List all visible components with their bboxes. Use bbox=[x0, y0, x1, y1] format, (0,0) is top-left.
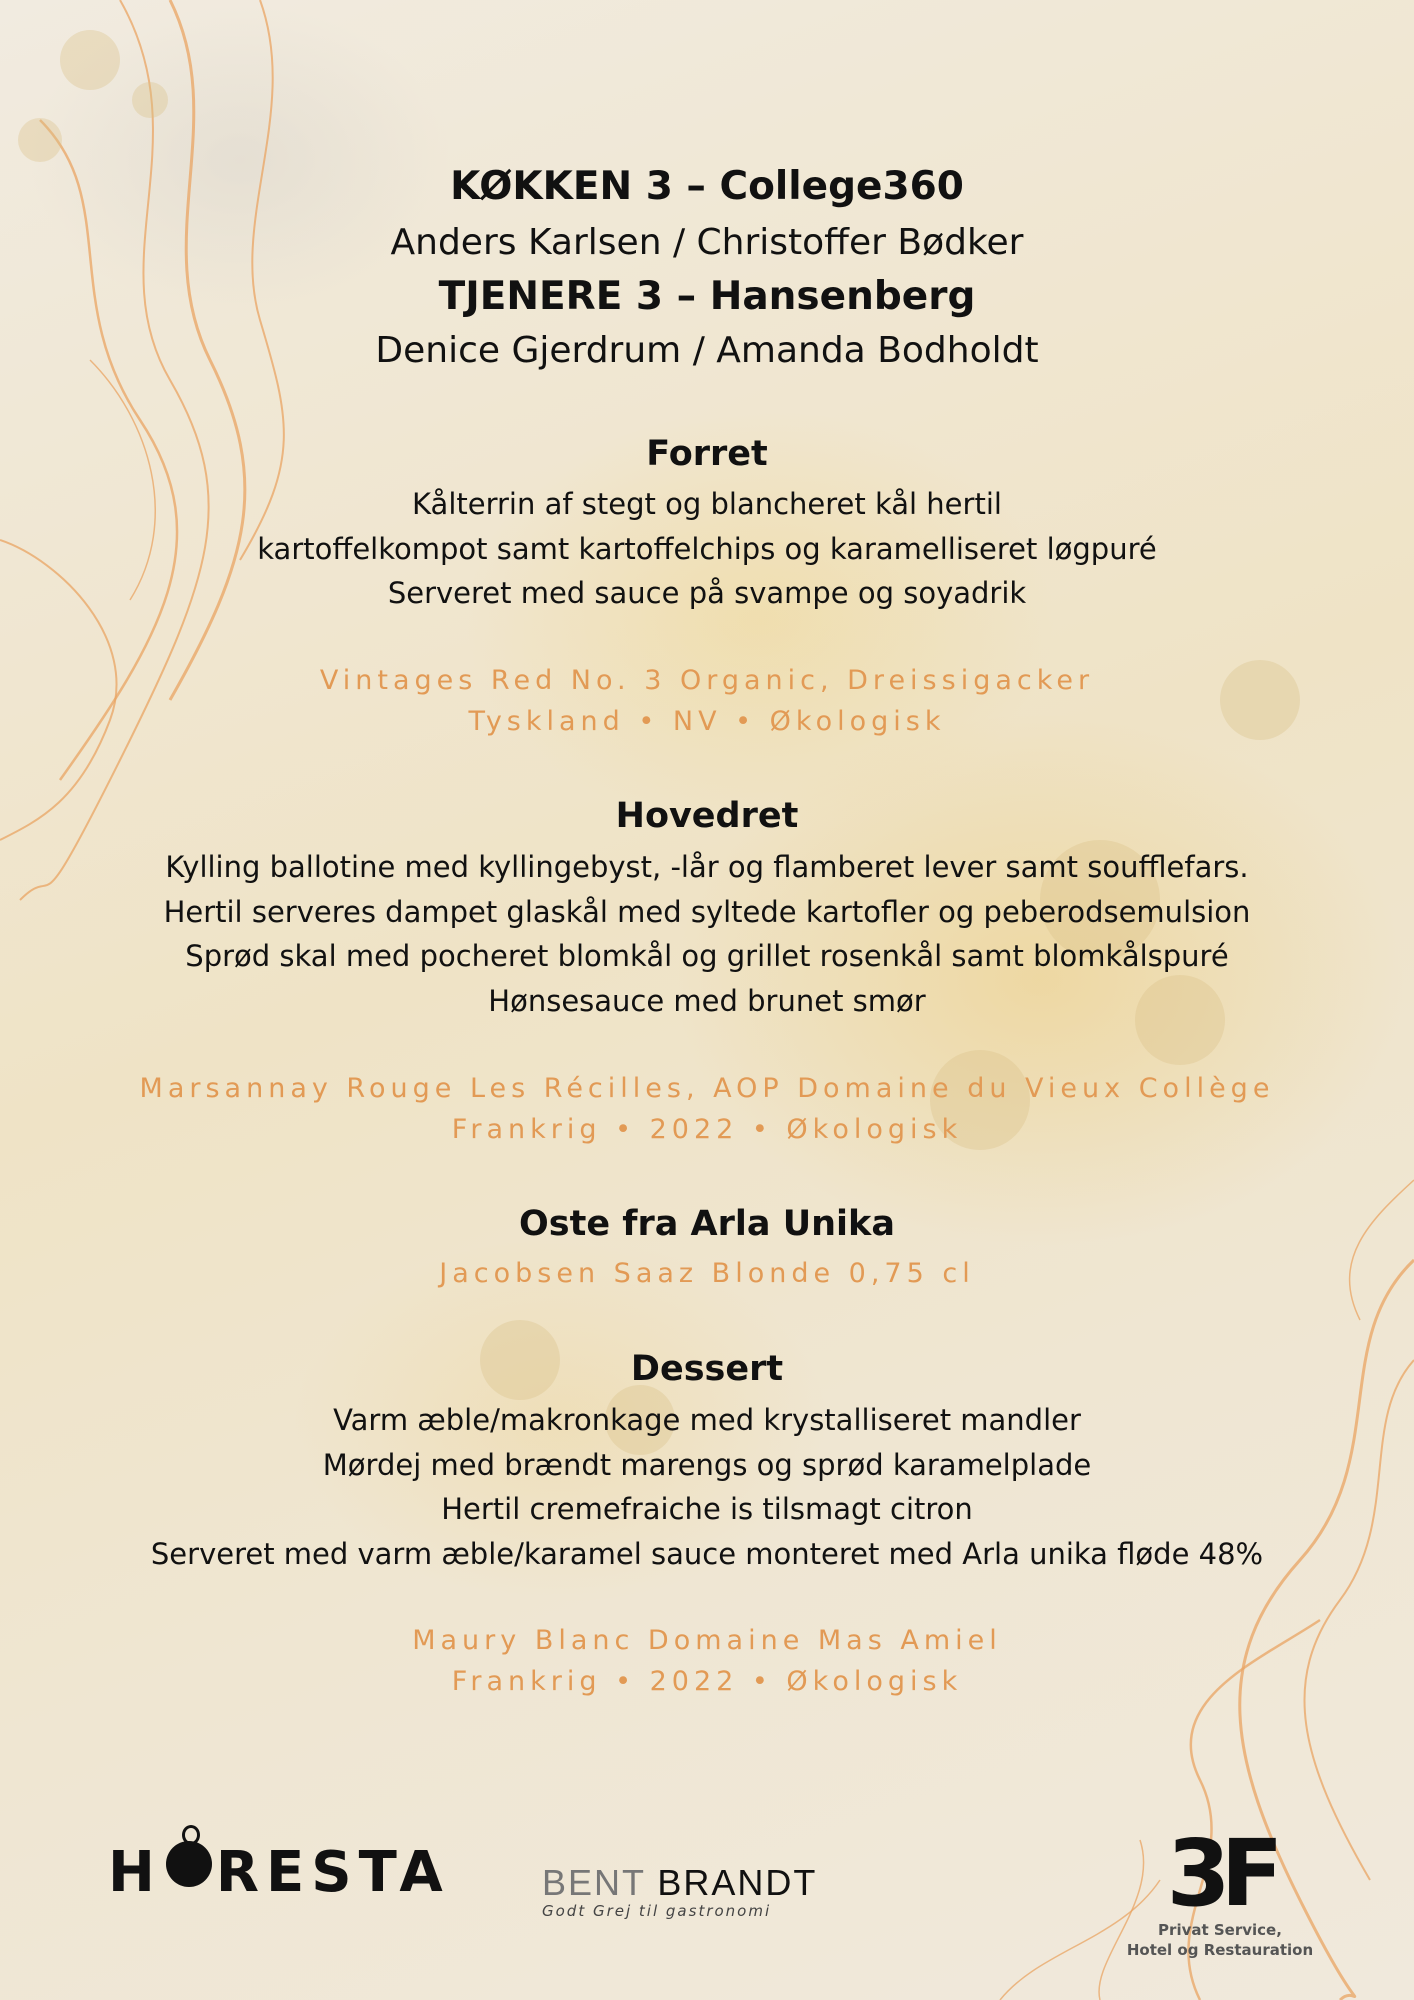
brandt-word: BRANDT bbox=[657, 1862, 818, 1903]
wine-name: Maury Blanc Domaine Mas Amiel bbox=[412, 1625, 1002, 1656]
wine-details: Frankrig • 2022 • Økologisk bbox=[451, 1666, 963, 1697]
dessert-line: Hertil cremefraiche is tilsmagt citron bbox=[441, 1492, 973, 1527]
bent-brandt-tagline: Godt Grej til gastronomi bbox=[542, 1902, 772, 1920]
waiters-title: TJENERE 3 – Hansenberg bbox=[438, 274, 976, 319]
wine-details: Frankrig • 2022 • Økologisk bbox=[451, 1114, 963, 1145]
main-line: Kylling ballotine med kyllingebyst, -lår og flamberet lever samt soufflefars. bbox=[165, 850, 1249, 884]
dessert-line: Varm æble/makronkage med krystalliseret mandler bbox=[333, 1403, 1081, 1437]
horesta-o-mark bbox=[166, 1841, 212, 1887]
wine-name: Vintages Red No. 3 Organic, Dreissigacker bbox=[319, 665, 1095, 696]
starter-line: Kålterrin af stegt og blancheret kål hertil bbox=[412, 487, 1002, 521]
main-line: Hertil serveres dampet glaskål med syltede kartofler og peberodsemulsion bbox=[163, 894, 1251, 929]
course-title-dessert: Dessert bbox=[630, 1349, 784, 1389]
cheese-beverage bbox=[0, 1253, 1414, 1294]
wine-name: Marsannay Rouge Les Récilles, AOP Domaine du Vieux Collège bbox=[139, 1073, 1275, 1104]
dessert-wine bbox=[0, 1620, 1414, 1702]
dessert-line: Mørdej med brændt marengs og sprød karamelplade bbox=[322, 1447, 1092, 1482]
dessert-line: Serveret med varm æble/karamel sauce monteret med Arla unika fløde 48% bbox=[150, 1536, 1264, 1571]
starter-line: kartoffelkompot samt kartoffelchips og karamelliseret løgpuré bbox=[257, 531, 1157, 566]
kitchen-chefs: Anders Karlsen / Christoffer Bødker bbox=[390, 222, 1024, 263]
waiters-names: Denice Gjerdrum / Amanda Bodholdt bbox=[375, 330, 1039, 371]
course-title-cheese: Oste fra Arla Unika bbox=[519, 1204, 895, 1244]
main-line: Hønsesauce med brunet smør bbox=[488, 983, 926, 1018]
bent-brandt-logo bbox=[542, 1862, 817, 1920]
horesta-logo: H RESTA bbox=[108, 1840, 450, 1905]
3f-caption-line2: Hotel og Restauration bbox=[1126, 1941, 1314, 1959]
wine-name: Jacobsen Saaz Blonde 0,75 cl bbox=[439, 1258, 975, 1289]
starter-description bbox=[0, 482, 1414, 616]
kitchen-title: KØKKEN 3 – College360 bbox=[450, 164, 964, 209]
main-line: Sprød skal med pocheret blomkål og grillet rosenkål samt blomkålspuré bbox=[185, 939, 1229, 974]
main-description bbox=[0, 845, 1414, 1023]
bent-word: BENT bbox=[542, 1862, 646, 1903]
dessert-description bbox=[0, 1398, 1414, 1576]
starter-wine bbox=[0, 660, 1414, 742]
main-wine bbox=[0, 1068, 1414, 1150]
3f-mark: 3F bbox=[1166, 1820, 1274, 1927]
3f-caption-line1: Privat Service, bbox=[1158, 1921, 1282, 1939]
starter-line: Serveret med sauce på svampe og soyadrik bbox=[387, 576, 1027, 611]
wine-details: Tyskland • NV • Økologisk bbox=[468, 706, 946, 737]
3f-logo bbox=[1120, 1820, 1320, 1960]
course-title-starter: Forret bbox=[646, 434, 768, 474]
course-title-main: Hovedret bbox=[615, 796, 799, 836]
